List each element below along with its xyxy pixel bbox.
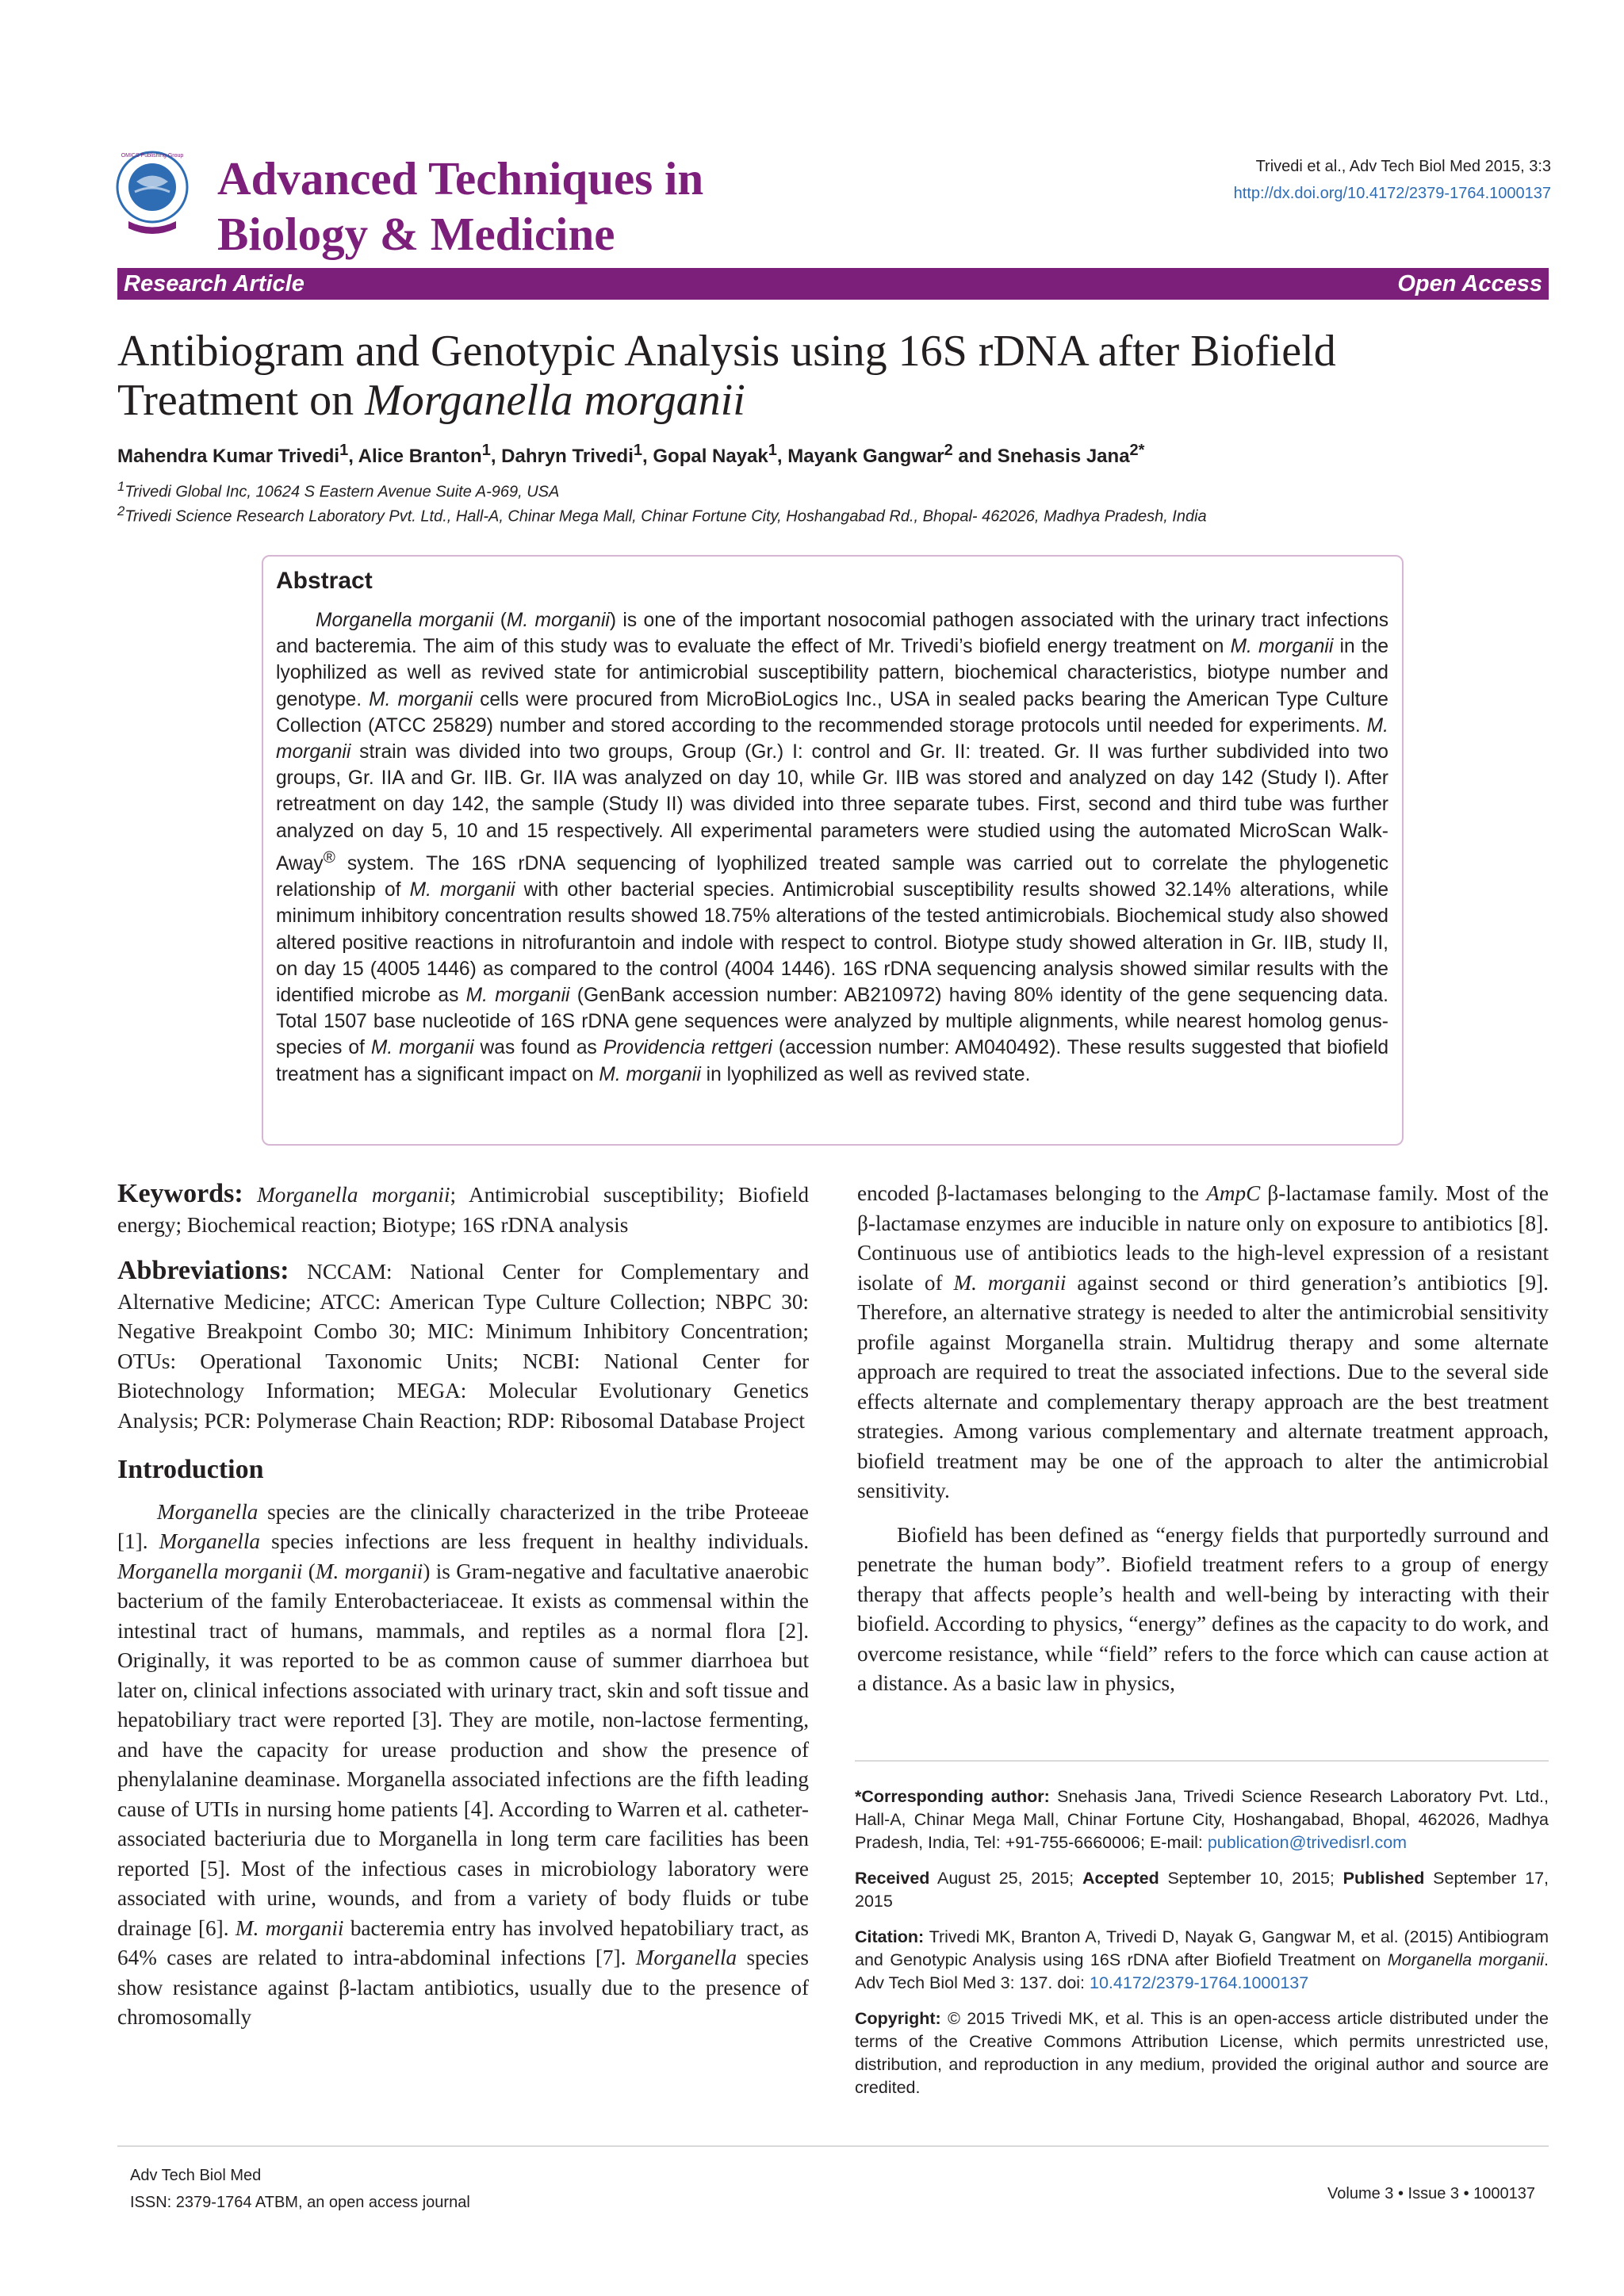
header-citation xyxy=(1234,153,1551,207)
species: Morganella morganii xyxy=(316,610,494,631)
introduction-paragraph xyxy=(117,1498,809,2033)
abbreviations xyxy=(117,1256,809,1436)
right-paragraph-2: Biofield has been defined as “energy fields that purportedly surround and penetrate the human body”. Biofield treatment refers to a group of energy therapy that affects people’s health and well-being by interacting with their biofield. According to physics, “energy” defines as the capacity to do work, and overcome resistance, while “field” refers to the force which can cause action at a distance. As a basic law in physics, xyxy=(857,1522,1549,1695)
species: M. morganii xyxy=(369,688,473,710)
author-sup: 1 xyxy=(339,442,349,459)
author: Dahryn Trivedi xyxy=(501,446,634,467)
article-type: Research Article xyxy=(124,271,304,297)
text: with other bacterial species. Antimicrobial susceptibility results showed 32.14% alterations, while minimum inhibitory concentration results showed 18.75% alterations of the tested antimicrobials. Biochemical study also showed altered positive reactions in nitrofurantoin and indole with respect to control. Biotype study showed alteration in Gr. IIB, study II, on day 15 (4005 1446) as compared to the control (4004 1446). 16S rDNA sequencing analysis showed similar results with the identified microbe as xyxy=(276,879,1388,1007)
species: Morganella xyxy=(159,1529,260,1553)
text: was found as xyxy=(473,1037,603,1059)
text: Snehasis Jana, Trivedi Science Research Laboratory Pvt. Ltd., Hall-A, Chinar Mega Mall, Chinar Fortune City, Hoshangabad, Bhopal, 462026, Madhya Pradesh, India, Tel: +91-755-6660006; E-mail: xyxy=(855,1787,1549,1852)
keywords-label: Keywords: xyxy=(117,1179,243,1208)
abbreviations-text: NCCAM: National Center for Complementary and Alternative Medicine; ATCC: American Type Culture Collection; NBPC 30: Negative Breakpoint Combo 30; MIC: Minimum Inhibitory Concentration; OTUs: Operational Taxonomic Units; NCBI: National Center for Biotechnology Information; MEGA: Molecular Evolutionary Genetics Analysis; PCR: Polymerase Chain Reaction; RDP: Ribosomal Database Project xyxy=(117,1260,809,1433)
text: bacteremia entry has involved hepatobiliary tract, as 64% cases are related to intra-abdominal infections [7]. xyxy=(117,1915,809,1969)
footer-journal: Adv Tech Biol Med xyxy=(130,2167,262,2184)
keywords xyxy=(117,1179,809,1240)
left-column xyxy=(117,1179,809,2033)
affiliation-1 xyxy=(117,476,1553,503)
header-doi-link[interactable]: http://dx.doi.org/10.4172/2379-1764.1000137 xyxy=(1233,185,1551,202)
title-line2 xyxy=(117,376,1553,425)
citation xyxy=(855,1926,1549,1995)
text: in lyophilized as well as revived state. xyxy=(700,1063,1031,1085)
text: species show resistance against β-lactam antibiotics, usually due to the presence of chromosomally xyxy=(117,1946,809,2029)
author: Mahendra Kumar Trivedi xyxy=(117,446,340,467)
author-sup: 2 xyxy=(944,442,953,459)
species: M. morganii xyxy=(370,1037,474,1059)
text: ( xyxy=(302,1559,316,1583)
species: M. morganii xyxy=(465,985,570,1007)
species: M. morganii xyxy=(235,1915,344,1940)
text: strain was divided into two groups, Group (Gr.) I: control and Gr. II: treated. Gr. II was further subdivided into two groups, Gr. IIA and Gr. IIB. Gr. IIA was analyzed on day 10, while Gr. IIB was stored and analyzed on day 142 (Study I). After retreatment on day 142, the sample (Study II) was divided into three separate tubes. First, second and third tube was further analyzed on day 5, 10 and 15 respectively. All experimental parameters were studied using the automated MicroScan Walk-Away xyxy=(276,741,1388,875)
label: Copyright: xyxy=(855,2009,941,2028)
label: Citation: xyxy=(855,1927,925,1946)
text: species are the clinically characterized in the tribe Proteeae [1]. xyxy=(117,1499,809,1553)
journal-title xyxy=(217,151,836,262)
species: M. morganii xyxy=(409,879,515,901)
introduction-heading: Introduction xyxy=(117,1455,264,1484)
keyword-species: Morganella morganii xyxy=(257,1183,450,1207)
text: against second or third generation’s antibiotics [9]. Therefore, an alternative strategy is needed to alter the antimicrobial sensitivity profile against Morganella strain. Multidrug therapy and some alternate approach are required to treat the associated infections. Due to the several side effects alternate and complementary therapy approach are the best treatment strategies. Among various complementary and alternate treatment approach, biofield treatment may be one of the approach to alter the antimicrobial sensitivity. xyxy=(857,1270,1549,1502)
registered-mark: ® xyxy=(323,848,335,867)
abstract-heading: Abstract xyxy=(276,568,373,594)
species: M. morganii xyxy=(599,1063,701,1085)
author: Mayank Gangwar xyxy=(787,446,944,467)
text: September 10, 2015; xyxy=(1159,1869,1343,1888)
correspondence-box xyxy=(855,1785,1549,2112)
text: encoded β-lactamases belonging to the xyxy=(857,1181,1207,1205)
text: © 2015 Trivedi MK, et al. This is an open-access article distributed under the terms of the Creative Commons Attribution License, which permits unrestricted use, distribution, and reproduction in any medium, provided the original author and source are credited. xyxy=(855,2009,1549,2097)
article-title xyxy=(117,327,1553,425)
text: cells were procured from MicroBioLogics Inc., USA in sealed packs bearing the American Type Culture Collection (ATCC 25829) number and stored according to the recommended storage protocols until needed for experiments. xyxy=(276,688,1388,737)
species: Morganella xyxy=(157,1499,259,1524)
affiliation-2 xyxy=(117,500,1553,528)
species: M. morganii xyxy=(276,714,1388,763)
author: Gopal Nayak xyxy=(653,446,768,467)
author-sup: 2* xyxy=(1129,442,1145,459)
publisher-logo xyxy=(113,146,192,241)
author-sup: 1 xyxy=(633,442,643,459)
text: ) is Gram-negative and facultative anaerobic bacterium of the family Enterobacteriaceae. It exists as commensal within the intestinal tract of humans, mammals, and reptiles as a normal flora [2]. Originally, it was reported to be as common cause of summer diarrhoea but later on, clinical infections associated with urinary tract, skin and soft tissue and hepatobiliary tract were reported [3]. They are motile, non-lactose fermenting, and have the capacity for urease production and show the presence of phenylalanine deaminase. Morganella associated infections are the fifth leading cause of UTIs in nursing home patients [4]. According to Warren et al. catheter-associated bacteriuria due to Morganella in long term care facilities has been reported [5]. Most of the infectious cases in microbiology laboratory were associated with urine, wounds, and from a variety of body fluids or tube drainage [6]. xyxy=(117,1559,809,1940)
affiliation-text: Trivedi Global Inc, 10624 S Eastern Avenue Suite A-969, USA xyxy=(124,483,560,501)
author: Snehasis Jana xyxy=(997,446,1130,467)
journal-title-line2: Biology & Medicine xyxy=(217,208,615,260)
species: Morganella morganii xyxy=(1387,1950,1545,1969)
journal-title-line1: Advanced Techniques in xyxy=(217,152,704,205)
species: Morganella xyxy=(635,1946,737,1969)
correspondence-divider xyxy=(855,1760,1549,1762)
footer-issn: ISSN: 2379-1764 ATBM, an open access journal xyxy=(130,2194,470,2211)
doi-link[interactable]: 10.4172/2379-1764.1000137 xyxy=(1090,1973,1309,1992)
open-access-label: Open Access xyxy=(1397,271,1542,297)
label: *Corresponding author: xyxy=(855,1787,1050,1806)
abstract-text xyxy=(276,607,1388,1088)
text: September 17, 2015 xyxy=(855,1869,1549,1911)
copyright xyxy=(855,2007,1549,2099)
text: β-lactamase family. Most of the β-lactamase enzymes are inducible in nature only on exposure to antibiotics [8]. Continuous use of antibiotics leads to the high-level expression of a resistant isolate of xyxy=(857,1181,1549,1295)
species: M. morganii xyxy=(953,1270,1067,1295)
title-line2-prefix: Treatment on xyxy=(117,376,366,425)
affiliation-sup: 1 xyxy=(117,479,125,494)
text: (accession number: AM040492). These results suggested that biofield treatment has a significant impact on xyxy=(276,1037,1389,1085)
keywords-text: ; Antimicrobial susceptibility; Biofield energy; Biochemical reaction; Biotype; 16S rDNA analysis xyxy=(117,1183,810,1237)
article-type-band xyxy=(117,268,1549,300)
species: M. morganii xyxy=(315,1559,423,1583)
text: (GenBank accession number: AB210972) having 80% identity of the gene sequencing data. Total 1507 base nucleotide of 16S rDNA gene sequences were analyzed by multiple alignments, while nearest homolog genus-species of xyxy=(276,985,1388,1059)
abbreviations-label: Abbreviations: xyxy=(117,1256,289,1285)
author-sup: 1 xyxy=(481,442,491,459)
right-paragraph-1 xyxy=(857,1179,1549,1506)
title-line1: Antibiogram and Genotypic Analysis using 16S rDNA after Biofield xyxy=(117,327,1336,376)
text: . Adv Tech Biol Med 3: 137. doi: xyxy=(855,1950,1549,1992)
header-citation-text: Trivedi et al., Adv Tech Biol Med 2015, 3:3 xyxy=(1255,158,1551,175)
author-sup: 1 xyxy=(768,442,777,459)
species: M. morganii xyxy=(506,610,610,631)
species: Providencia rettgeri xyxy=(603,1037,772,1059)
footer-volume: Volume 3 • Issue 3 • 1000137 xyxy=(1327,2185,1535,2202)
species: M. morganii xyxy=(1230,636,1334,658)
footer-divider xyxy=(117,2145,1549,2147)
text: August 25, 2015; xyxy=(929,1869,1082,1888)
corresponding-author xyxy=(855,1785,1549,1854)
affiliation-sup: 2 xyxy=(117,503,125,519)
text: system. The 16S rDNA sequencing of lyophilized treated sample was carried out to correlate the phylogenetic relationship of xyxy=(276,853,1388,901)
species: Morganella morganii xyxy=(117,1559,303,1583)
text: ( xyxy=(493,610,507,631)
text: in the lyophilized as well as revived state for antimicrobial susceptibility pattern, biochemical characteristics, biotype number and genotype. xyxy=(276,636,1389,710)
publisher-logo-text: OMICS Publishing Group xyxy=(121,153,184,159)
gene-name: AmpC xyxy=(1206,1181,1261,1205)
text: Trivedi MK, Branton A, Trivedi D, Nayak G, Gangwar M, et al. (2015) Antibiogram and Genotypic Analysis using 16S rDNA after Biofield Treatment on xyxy=(855,1927,1549,1969)
affiliation-text: Trivedi Science Research Laboratory Pvt. Ltd., Hall-A, Chinar Mega Mall, Chinar Fortune City, Hoshangabad Rd., Bhopal- 462026, Madhya Pradesh, India xyxy=(124,507,1207,526)
email-link[interactable]: publication@trivedisrl.com xyxy=(1207,1833,1408,1852)
author: Alice Branton xyxy=(358,446,482,467)
label: Accepted xyxy=(1082,1869,1159,1888)
label: Published xyxy=(1342,1869,1425,1888)
title-species: Morganella morganii xyxy=(365,376,745,425)
label: Received xyxy=(855,1869,930,1888)
footer-left xyxy=(130,2162,470,2216)
right-column xyxy=(857,1179,1549,1699)
text: ) is one of the important nosocomial pathogen associated with the urinary tract infections and bacteremia. The aim of this study was to evaluate the effect of Mr. Trivedi’s biofield energy treatment on xyxy=(276,610,1388,658)
text: species infections are less frequent in healthy individuals. xyxy=(260,1529,810,1553)
author-list: Mahendra Kumar Trivedi$^1$, Alice Branton$^1$, Dahryn Trivedi$^1$, Gopal Nayak$^1$, Mayank Gangwar$^2$ and Snehasis Jana$^{2*}$ xyxy=(117,442,1145,467)
dates xyxy=(855,1867,1549,1913)
